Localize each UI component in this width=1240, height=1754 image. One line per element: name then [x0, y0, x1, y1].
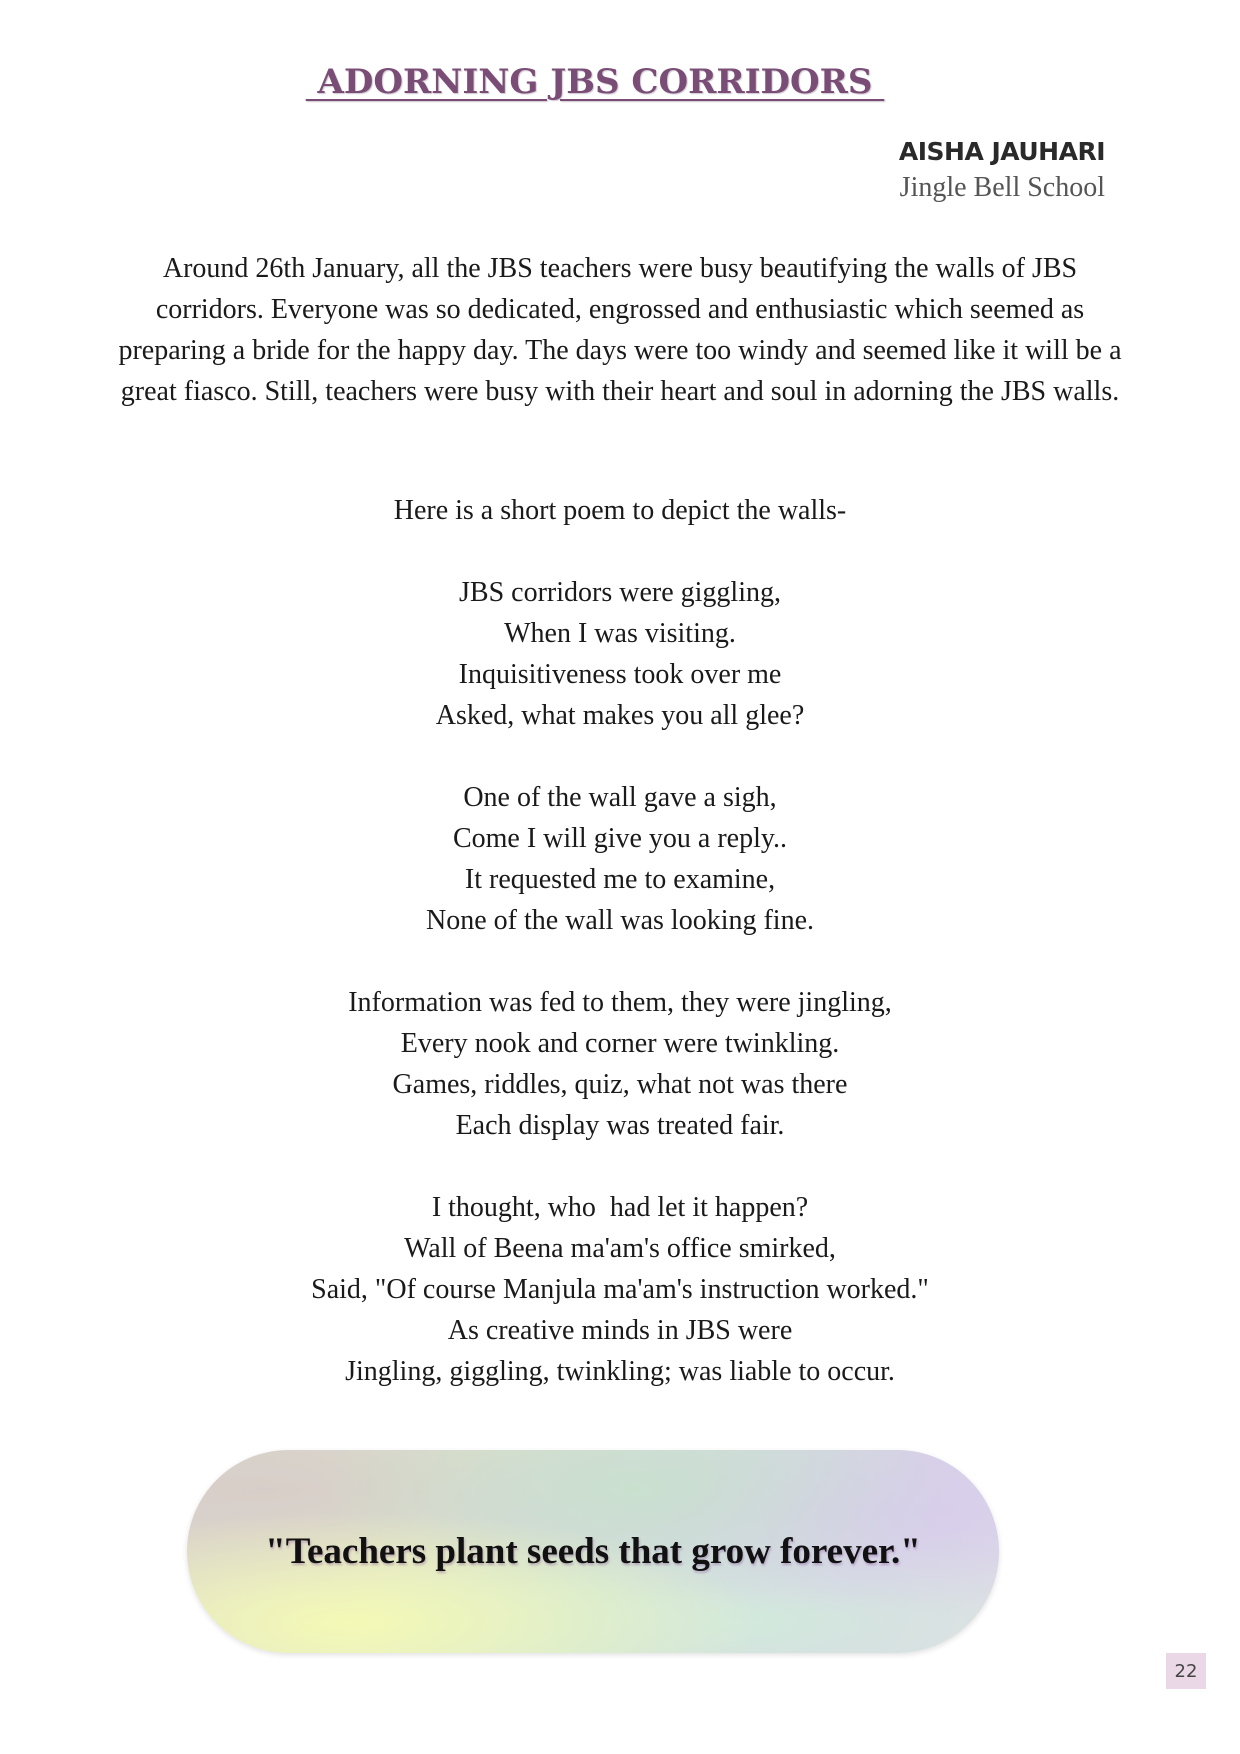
- poem-stanza-4: [0, 1187, 1240, 1392]
- poem-intro: Here is a short poem to depict the walls-: [393, 495, 847, 526]
- poem-line: Wall of Beena ma'am's office smirked,: [404, 1233, 836, 1264]
- school-name: Jingle Bell School: [899, 172, 1105, 203]
- poem-line: Jingling, giggling, twinkling; was liable to occur.: [345, 1356, 895, 1387]
- poem-line: I thought, who had let it happen?: [431, 1192, 809, 1223]
- poem-line: When I was visiting.: [504, 618, 736, 649]
- poem-stanza-1: [0, 572, 1240, 736]
- poem-line: Games, riddles, quiz, what not was there: [392, 1069, 848, 1100]
- poem-stanza-3: [0, 982, 1240, 1146]
- quote-banner: [187, 1450, 999, 1653]
- poem-line: Every nook and corner were twinkling.: [400, 1028, 840, 1059]
- poem-line: Information was fed to them, they were jingling,: [348, 987, 892, 1018]
- poem-stanza-2: [0, 777, 1240, 941]
- poem-line: Inquisitiveness took over me: [458, 659, 782, 690]
- page-number: 22: [1166, 1653, 1206, 1689]
- poem-line: None of the wall was looking fine.: [425, 905, 815, 936]
- poem-line: One of the wall gave a sigh,: [463, 782, 777, 813]
- poem-line: As creative minds in JBS were: [447, 1315, 793, 1346]
- poem-line: Each display was treated fair.: [455, 1110, 785, 1141]
- poem-line: JBS corridors were giggling,: [459, 577, 781, 608]
- poem-line: Come I will give you a reply..: [452, 823, 788, 854]
- poem-line: It requested me to examine,: [464, 864, 776, 895]
- author-name: AISHA JAUHARI: [898, 137, 1105, 166]
- poem-line: Asked, what makes you all glee?: [435, 700, 805, 731]
- poem: [0, 572, 1240, 1433]
- article-title: ADORNING JBS CORRIDORS: [305, 62, 885, 102]
- poem-line: Said, "Of course Manjula ma'am's instruction worked.": [311, 1274, 929, 1305]
- intro-paragraph: Around 26th January, all the JBS teachers were busy beautifying the walls of JBS corridors. Everyone was so dedicated, engrossed and enthusiastic which seemed as preparing a bride for the happy day. The days were too windy and seemed like it will be a great fiasco. Still, teachers were busy with their heart and soul in adorning the JBS walls.: [118, 253, 1122, 407]
- quote-text: "Teachers plant seeds that grow forever.": [265, 1531, 921, 1572]
